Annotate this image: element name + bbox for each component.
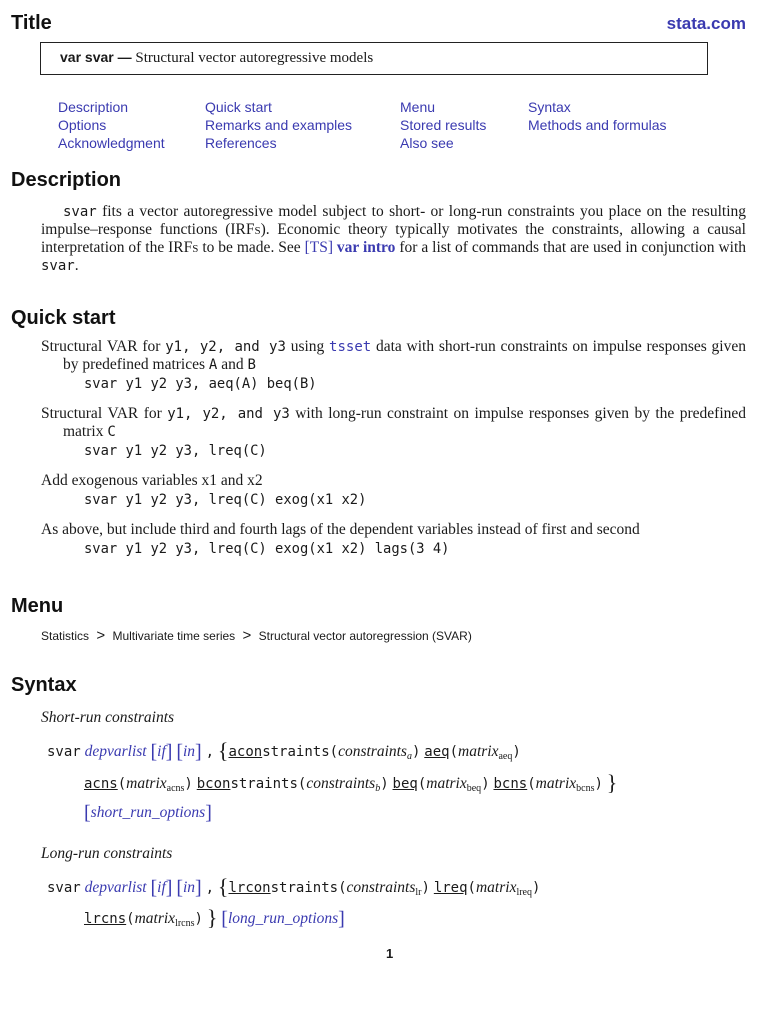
description-heading: Description	[11, 169, 122, 191]
menu-item-multivariate[interactable]: Multivariate time series	[112, 629, 236, 643]
description-paragraph: svar fits a vector autoregressive model subject to short- or long-run constraints you place on the resulting impulse–response functions (IRFs). Economic theory typically motivates the constraints, allowing a causal interpretation of the IRFs to be made. See [TS] var intro for a list of commands that are used in conjunction with svar.	[41, 203, 746, 274]
toc-col-4	[528, 98, 667, 134]
in-link[interactable]: in	[182, 743, 196, 760]
syntax-short-line-2: acns(matrix$_{acns}$) bconstraints(constraints$_b$) beq(matrix$_{beq}$) bcns(matrix$_{bcns}$) }	[84, 770, 618, 795]
qs-code-1: svar y1 y2 y3, aeq(A) beq(B)	[84, 376, 317, 392]
qs-code-4: svar y1 y2 y3, lreq(C) exog(x1 x2) lags(3 4)	[84, 541, 450, 557]
menu-item-statistics[interactable]: Statistics	[41, 629, 90, 643]
toc-link-quick-start[interactable]: Quick start	[205, 99, 272, 115]
short-run-label: Short-run constraints	[41, 709, 175, 726]
qs-item-2: Structural VAR for y1, y2, and y3 with long-run constraint on impulse responses given by the predefined matrix C	[41, 405, 746, 440]
toc-link-options[interactable]: Options	[58, 117, 107, 133]
toc-link-also-see[interactable]: Also see	[400, 135, 454, 151]
qs-item-4: As above, but include third and fourth lags of the dependent variables instead of first and second	[41, 521, 640, 538]
toc-link-references[interactable]: References	[205, 135, 277, 151]
title-command: var svar —	[60, 49, 132, 65]
long-run-label: Long-run constraints	[41, 845, 173, 862]
toc-col-1	[58, 98, 165, 152]
long-run-options-link[interactable]: long_run_options	[227, 910, 339, 927]
page-number: 1	[386, 946, 394, 961]
menu-path	[41, 627, 472, 644]
if-link[interactable]: if	[157, 743, 166, 760]
cmd-svar: svar	[63, 204, 97, 220]
toc-link-menu[interactable]: Menu	[400, 99, 436, 115]
in-link-2[interactable]: in	[182, 879, 196, 896]
quick-start-heading: Quick start	[11, 307, 116, 329]
short-run-options-link[interactable]: short_run_options	[90, 804, 206, 821]
syntax-long-line-2: lrcns(matrix$_{lrcns}$) } [long_run_options]	[84, 905, 345, 930]
qs-code-3: svar y1 y2 y3, lreq(C) exog(x1 x2)	[84, 492, 367, 508]
toc-link-description[interactable]: Description	[58, 99, 129, 115]
menu-separator: >	[242, 627, 252, 644]
menu-heading: Menu	[11, 595, 64, 617]
var-intro-link[interactable]: var intro	[336, 239, 396, 256]
toc-link-remarks[interactable]: Remarks and examples	[205, 117, 353, 133]
page-title: Title	[11, 12, 52, 34]
toc-col-2	[205, 98, 352, 152]
depvarlist-link[interactable]: depvarlist	[84, 743, 147, 760]
depvarlist-link-2[interactable]: depvarlist	[84, 879, 147, 896]
menu-separator: >	[96, 627, 106, 644]
syntax-short-line-1: svar depvarlist [if] [in] , {aconstraints(constraints$_a$) aeq(matrix$_{aeq}$)	[47, 738, 521, 763]
title-description: Structural vector autoregressive models	[135, 50, 374, 66]
tsset-link[interactable]: tsset	[329, 339, 372, 355]
menu-item-svar[interactable]: Structural vector autoregression (SVAR)	[258, 629, 472, 643]
qs-item-3: Add exogenous variables x1 and x2	[41, 472, 263, 489]
title-box	[40, 42, 708, 75]
syntax-long-line-1: svar depvarlist [if] [in] , {lrconstraints(constraints$_{lr}$) lreq(matrix$_{lreq}$)	[47, 874, 541, 899]
toc-link-syntax[interactable]: Syntax	[528, 99, 571, 115]
toc-col-3	[400, 98, 486, 152]
stata-link[interactable]: stata.com	[666, 14, 746, 33]
qs-code-2: svar y1 y2 y3, lreq(C)	[84, 443, 267, 459]
syntax-short-line-3: [short_run_options]	[84, 802, 212, 824]
toc-link-acknowledgment[interactable]: Acknowledgment	[58, 135, 165, 151]
ref-ts-link[interactable]: [TS]	[304, 239, 333, 256]
qs-item-1: Structural VAR for y1, y2, and y3 using tsset data with short-run constraints on impulse responses given by predefined matrices A and B	[41, 338, 746, 373]
if-link-2[interactable]: if	[157, 879, 166, 896]
syntax-heading: Syntax	[11, 674, 77, 696]
toc-link-methods[interactable]: Methods and formulas	[528, 117, 667, 133]
toc-link-stored-results[interactable]: Stored results	[400, 117, 487, 133]
